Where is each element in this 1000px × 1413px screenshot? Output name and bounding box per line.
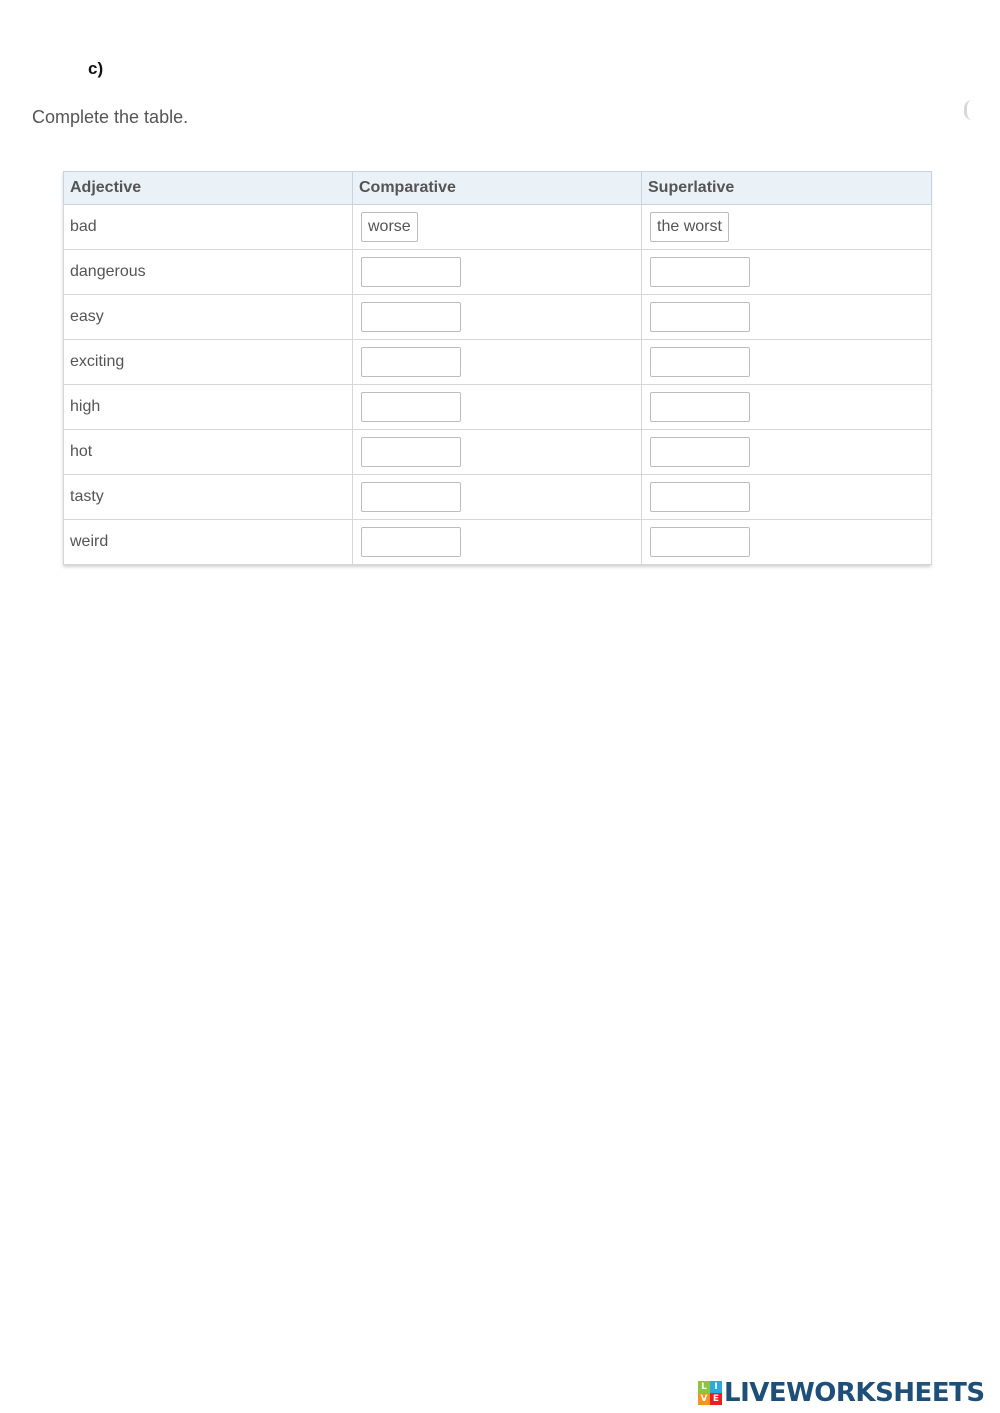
table-row <box>64 430 932 475</box>
superlative-answer-box[interactable] <box>650 302 750 332</box>
adjective-cell: bad <box>64 205 353 250</box>
superlative-cell <box>642 520 932 565</box>
exercise-table-container <box>63 171 931 565</box>
table-row <box>64 475 932 520</box>
superlative-answer-box[interactable]: the worst <box>650 212 729 242</box>
logo-letter-l: L <box>698 1381 710 1393</box>
table-header-row <box>64 172 932 205</box>
superlative-answer-box[interactable] <box>650 347 750 377</box>
adjective-cell: dangerous <box>64 250 353 295</box>
logo-letter-v: V <box>698 1393 710 1405</box>
adjective-cell: easy <box>64 295 353 340</box>
superlative-answer-box[interactable] <box>650 437 750 467</box>
liveworksheets-brand <box>698 1378 985 1408</box>
comparative-cell <box>353 520 642 565</box>
superlative-answer-box[interactable] <box>650 392 750 422</box>
comparative-cell <box>353 430 642 475</box>
comparative-cell <box>353 340 642 385</box>
table-row <box>64 250 932 295</box>
comparative-cell <box>353 250 642 295</box>
superlative-answer-box[interactable] <box>650 482 750 512</box>
section-label: c) <box>88 59 104 78</box>
comparative-answer-box[interactable] <box>361 482 461 512</box>
header-comparative: Comparative <box>353 172 642 205</box>
comparative-answer-box[interactable] <box>361 302 461 332</box>
logo-letter-i: I <box>710 1381 722 1393</box>
comparative-answer-box[interactable] <box>361 392 461 422</box>
instruction-text: Complete the table. <box>32 107 189 127</box>
comparative-cell <box>353 295 642 340</box>
adjective-cell: exciting <box>64 340 353 385</box>
logo-letter-e: E <box>710 1393 722 1405</box>
adjective-cell: high <box>64 385 353 430</box>
superlative-cell <box>642 475 932 520</box>
superlative-answer-box[interactable] <box>650 527 750 557</box>
comparative-answer-box[interactable] <box>361 347 461 377</box>
comparative-cell <box>353 475 642 520</box>
table-row <box>64 205 932 250</box>
table-row <box>64 340 932 385</box>
comparative-answer-box[interactable] <box>361 257 461 287</box>
comparative-answer-box[interactable] <box>361 437 461 467</box>
superlative-cell <box>642 340 932 385</box>
header-superlative: Superlative <box>642 172 932 205</box>
superlative-answer-box[interactable] <box>650 257 750 287</box>
superlative-cell <box>642 295 932 340</box>
comparative-cell <box>353 385 642 430</box>
exercise-table <box>63 171 932 565</box>
superlative-cell <box>642 385 932 430</box>
superlative-cell <box>642 250 932 295</box>
brand-wordmark: LIVEWORKSHEETS <box>724 1378 985 1408</box>
adjective-cell: hot <box>64 430 353 475</box>
table-row <box>64 385 932 430</box>
adjective-cell: weird <box>64 520 353 565</box>
liveworksheets-logo-icon <box>698 1381 722 1405</box>
superlative-cell <box>642 430 932 475</box>
page-edge-mark <box>964 100 972 120</box>
comparative-answer-box[interactable] <box>361 527 461 557</box>
adjective-cell: tasty <box>64 475 353 520</box>
superlative-cell <box>642 205 932 250</box>
comparative-answer-box[interactable]: worse <box>361 212 418 242</box>
header-adjective: Adjective <box>64 172 353 205</box>
table-row <box>64 295 932 340</box>
comparative-cell <box>353 205 642 250</box>
table-row <box>64 520 932 565</box>
